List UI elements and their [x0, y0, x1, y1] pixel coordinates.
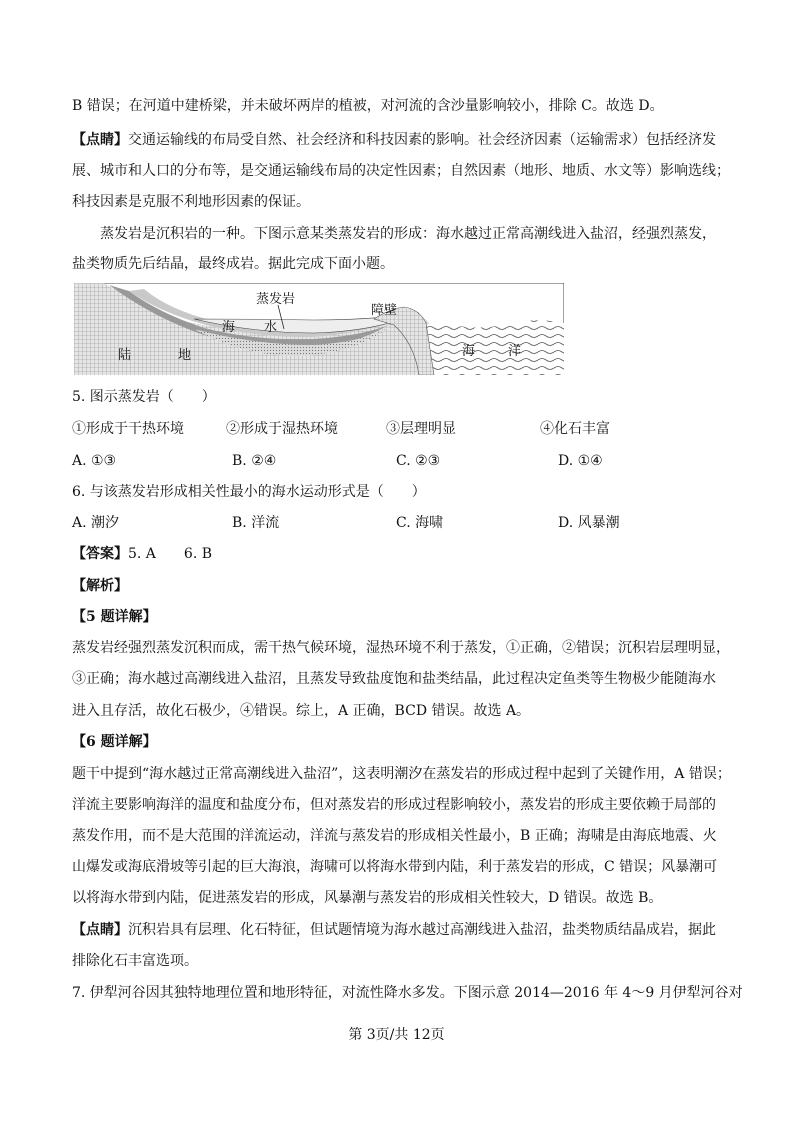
question-5-stem: 5. 图示蒸发岩（ ） — [72, 389, 216, 405]
q5-statement-3: ③层理明显 — [386, 421, 456, 437]
text-line: 展、城市和人口的分布等，是交通运输线布局的决定性因素；自然因素（地形、地质、水文等）影响选线； — [72, 163, 730, 179]
q5-option-a: A. ①③ — [72, 453, 117, 469]
page-footer: 第 3页/共 12页 — [348, 1027, 445, 1043]
question-7-stem: 7. 伊犁河谷因其独特地理位置和地形特征，对流性降水多发。下图示意 2014—2016 年 4～9 月伊犁河谷对 — [72, 985, 743, 1001]
label-barrier: 障壁 — [371, 303, 398, 318]
q5-statement-2: ②形成于湿热环境 — [226, 421, 338, 437]
detail-5-line: 蒸发岩经强烈蒸发沉积而成，需干热气候环境，湿热环境不利于蒸发，①正确，②错误；沉积岩层理明显， — [72, 640, 730, 656]
text-line: B 错误；在河道中建桥梁，并未破坏两岸的植被，对河流的含沙量影响较小，排除 C。故选 D。 — [72, 98, 664, 114]
text-line: 科技因素是克服不利地形因素的保证。 — [72, 194, 310, 210]
question-intro: 蒸发岩是沉积岩的一种。下图示意某类蒸发岩的形成：海水越过正常高潮线进入盐沼，经强烈蒸发， — [100, 226, 716, 242]
ocean — [414, 320, 564, 375]
answer-tag: 【答案】 — [72, 546, 128, 562]
note-tag: 【点睛】 — [72, 922, 128, 938]
detail-6-line: 以将海水带到内陆，促进蒸发岩的形成，风暴潮与蒸发岩的形成相关性较大，D 错误。故选 B。 — [72, 890, 663, 906]
label-land-1: 陆 — [118, 348, 132, 363]
evaporite-figure — [74, 283, 564, 375]
label-land-2: 地 — [178, 348, 192, 363]
label-sea: 海 — [222, 320, 236, 335]
analysis-tag: 【解析】 — [72, 578, 128, 594]
q6-option-b: B. 洋流 — [232, 515, 280, 531]
q6-option-a: A. 潮汐 — [72, 515, 120, 531]
label-evaporite: 蒸发岩 — [256, 292, 296, 307]
detail-5-line: ③正确；海水越过高潮线进入盐沼，且蒸发导致盐度饱和盐类结晶，此过程决定鱼类等生物极少能随海水 — [72, 671, 716, 687]
q6-option-d: D. 风暴潮 — [558, 515, 620, 531]
q6-option-c: C. 海啸 — [396, 515, 444, 531]
detail-6-line: 蒸发作用，而不是大范围的洋流运动，洋流与蒸发岩的形成相关性最小，B 正确；海啸是由海底地震、火 — [72, 828, 717, 844]
note-line — [72, 920, 716, 940]
detail-5-line: 进入且存活，故化石极少，④错误。综上，A 正确，BCD 错误。故选 A。 — [72, 703, 531, 719]
label-ocean-1: 海 — [462, 344, 476, 359]
q5-statement-4: ④化石丰富 — [540, 421, 610, 437]
detail-6-line: 洋流主要影响海洋的温度和盐度分布，但对蒸发岩的形成过程影响较小，蒸发岩的形成主要依赖于局部的 — [72, 797, 716, 813]
note-text: 交通运输线的布局受自然、社会经济和科技因素的影响。社会经济因素（运输需求）包括经济发 — [128, 132, 716, 148]
detail-6-line: 山爆发或海底滑坡等引起的巨大海浪，海啸可以将海水带到内陆，利于蒸发岩的形成，C 错误；风暴潮可 — [72, 859, 718, 875]
q5-statement-1: ①形成于干热环境 — [72, 421, 184, 437]
label-ocean-2: 洋 — [508, 344, 522, 359]
detail-5-tag: 【5 题详解】 — [72, 609, 157, 625]
detail-6-line: 题干中提到“海水越过正常高潮线进入盐沼”，这表明潮汐在蒸发岩的形成过程中起到了关键作用，A 错误； — [72, 766, 731, 782]
q5-option-c: C. ②③ — [396, 453, 441, 469]
detail-6-tag: 【6 题详解】 — [72, 734, 157, 750]
answer-text: 5. A 6. B — [128, 546, 213, 562]
note-line — [72, 130, 716, 150]
q5-option-d: D. ①④ — [558, 453, 603, 469]
q5-option-b: B. ②④ — [232, 453, 277, 469]
label-water: 水 — [264, 320, 278, 335]
text-line: 排除化石丰富选项。 — [72, 953, 198, 969]
question-6-stem: 6. 与该蒸发岩形成相关性最小的海水运动形式是（ ） — [72, 484, 426, 500]
question-intro: 盐类物质先后结晶，最终成岩。据此完成下面小题。 — [72, 256, 394, 272]
answer-line — [72, 544, 212, 564]
note-tag: 【点睛】 — [72, 132, 128, 148]
note-text: 沉积岩具有层理、化石特征，但试题情境为海水越过高潮线进入盐沼，盐类物质结晶成岩，据此 — [128, 922, 716, 938]
